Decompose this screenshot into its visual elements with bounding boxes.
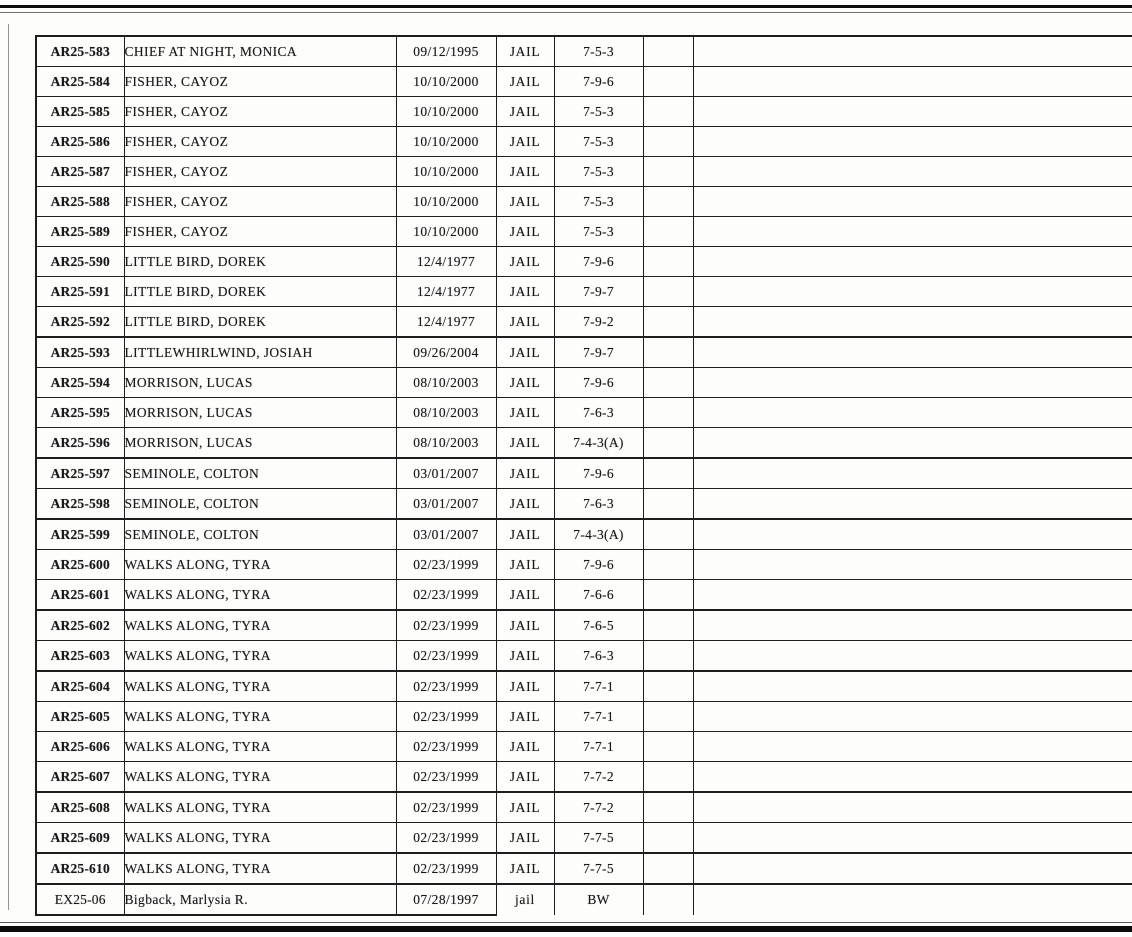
cell-record-id: AR25-588 (36, 187, 124, 217)
cell-date: 02/23/1999 (396, 792, 496, 823)
cell-location: JAIL (496, 732, 554, 762)
cell-name: MORRISON, LUCAS (124, 428, 396, 459)
cell-record-id: AR25-584 (36, 67, 124, 97)
cell-blank-wide (693, 458, 1132, 489)
cell-code: 7-6-3 (554, 641, 643, 672)
cell-blank-narrow (643, 489, 693, 520)
cell-name: FISHER, CAYOZ (124, 217, 396, 247)
cell-blank-wide (693, 217, 1132, 247)
cell-record-id: AR25-601 (36, 580, 124, 611)
cell-code: 7-9-7 (554, 337, 643, 368)
cell-date: 12/4/1977 (396, 247, 496, 277)
cell-location: JAIL (496, 247, 554, 277)
cell-blank-wide (693, 337, 1132, 368)
cell-date: 02/23/1999 (396, 823, 496, 854)
cell-blank-narrow (643, 217, 693, 247)
cell-record-id: AR25-606 (36, 732, 124, 762)
cell-code: 7-7-2 (554, 792, 643, 823)
cell-record-id: AR25-587 (36, 157, 124, 187)
cell-blank-narrow (643, 671, 693, 702)
cell-record-id: AR25-593 (36, 337, 124, 368)
cell-record-id: AR25-600 (36, 550, 124, 580)
cell-date: 02/23/1999 (396, 853, 496, 884)
cell-location: JAIL (496, 671, 554, 702)
cell-name: CHIEF AT NIGHT, MONICA (124, 36, 396, 67)
cell-name: WALKS ALONG, TYRA (124, 823, 396, 854)
table-row (36, 884, 1132, 915)
cell-blank-narrow (643, 277, 693, 307)
cell-blank-wide (693, 307, 1132, 338)
table-row (36, 247, 1132, 277)
cell-location: JAIL (496, 127, 554, 157)
table-row (36, 489, 1132, 520)
cell-location: JAIL (496, 702, 554, 732)
cell-date: 02/23/1999 (396, 702, 496, 732)
cell-location: JAIL (496, 489, 554, 520)
cell-blank-wide (693, 428, 1132, 459)
cell-location: JAIL (496, 368, 554, 398)
cell-record-id: AR25-596 (36, 428, 124, 459)
cell-blank-wide (693, 550, 1132, 580)
cell-record-id: AR25-598 (36, 489, 124, 520)
cell-location: JAIL (496, 157, 554, 187)
cell-record-id: AR25-603 (36, 641, 124, 672)
cell-location: JAIL (496, 458, 554, 489)
cell-location: JAIL (496, 519, 554, 550)
cell-blank-narrow (643, 792, 693, 823)
cell-date: 10/10/2000 (396, 127, 496, 157)
cell-code: 7-7-5 (554, 823, 643, 854)
page-top-rule-thin (0, 12, 1132, 13)
table-row (36, 762, 1132, 793)
cell-name: Bigback, Marlysia R. (124, 884, 396, 915)
cell-code: 7-6-6 (554, 580, 643, 611)
cell-location: JAIL (496, 36, 554, 67)
cell-name: WALKS ALONG, TYRA (124, 610, 396, 641)
cell-blank-wide (693, 157, 1132, 187)
table-row (36, 732, 1132, 762)
cell-date: 09/12/1995 (396, 36, 496, 67)
table-row (36, 36, 1132, 67)
cell-name: WALKS ALONG, TYRA (124, 702, 396, 732)
cell-blank-wide (693, 277, 1132, 307)
cell-record-id: AR25-591 (36, 277, 124, 307)
cell-name: FISHER, CAYOZ (124, 157, 396, 187)
cell-date: 10/10/2000 (396, 217, 496, 247)
page-left-edge-line (8, 24, 9, 910)
cell-record-id: AR25-599 (36, 519, 124, 550)
cell-name: WALKS ALONG, TYRA (124, 762, 396, 793)
cell-date: 03/01/2007 (396, 519, 496, 550)
cell-record-id: AR25-592 (36, 307, 124, 338)
table-row (36, 187, 1132, 217)
cell-blank-narrow (643, 884, 693, 915)
cell-record-id: AR25-594 (36, 368, 124, 398)
table-row (36, 853, 1132, 884)
cell-code: 7-7-1 (554, 671, 643, 702)
cell-blank-narrow (643, 307, 693, 338)
cell-blank-narrow (643, 762, 693, 793)
cell-record-id: EX25-06 (36, 884, 124, 915)
cell-blank-wide (693, 97, 1132, 127)
cell-location: JAIL (496, 187, 554, 217)
cell-blank-narrow (643, 36, 693, 67)
cell-blank-wide (693, 187, 1132, 217)
cell-date: 10/10/2000 (396, 157, 496, 187)
table-row (36, 217, 1132, 247)
cell-name: WALKS ALONG, TYRA (124, 853, 396, 884)
cell-name: LITTLEWHIRLWIND, JOSIAH (124, 337, 396, 368)
cell-location: JAIL (496, 792, 554, 823)
cell-date: 08/10/2003 (396, 398, 496, 428)
cell-blank-wide (693, 823, 1132, 854)
cell-blank-wide (693, 519, 1132, 550)
cell-name: SEMINOLE, COLTON (124, 489, 396, 520)
table-row (36, 337, 1132, 368)
cell-location: JAIL (496, 67, 554, 97)
cell-blank-wide (693, 792, 1132, 823)
table-row (36, 641, 1132, 672)
cell-code: 7-5-3 (554, 187, 643, 217)
cell-name: WALKS ALONG, TYRA (124, 580, 396, 611)
cell-record-id: AR25-589 (36, 217, 124, 247)
cell-date: 08/10/2003 (396, 368, 496, 398)
table-row (36, 398, 1132, 428)
cell-location: JAIL (496, 337, 554, 368)
page-bottom-rule-thick (0, 926, 1132, 932)
cell-code: BW (554, 884, 643, 915)
cell-name: LITTLE BIRD, DOREK (124, 247, 396, 277)
cell-code: 7-6-3 (554, 489, 643, 520)
cell-blank-narrow (643, 127, 693, 157)
cell-blank-narrow (643, 610, 693, 641)
cell-blank-narrow (643, 157, 693, 187)
cell-blank-wide (693, 641, 1132, 672)
table-row (36, 428, 1132, 459)
cell-blank-narrow (643, 428, 693, 459)
cell-location: JAIL (496, 641, 554, 672)
cell-record-id: AR25-605 (36, 702, 124, 732)
cell-location: JAIL (496, 217, 554, 247)
cell-name: WALKS ALONG, TYRA (124, 550, 396, 580)
cell-date: 08/10/2003 (396, 428, 496, 459)
cell-location: JAIL (496, 762, 554, 793)
cell-blank-narrow (643, 550, 693, 580)
cell-location: JAIL (496, 97, 554, 127)
cell-record-id: AR25-595 (36, 398, 124, 428)
table-row (36, 458, 1132, 489)
cell-code: 7-5-3 (554, 127, 643, 157)
table-row (36, 610, 1132, 641)
cell-name: MORRISON, LUCAS (124, 368, 396, 398)
cell-code: 7-7-1 (554, 702, 643, 732)
cell-location: JAIL (496, 398, 554, 428)
table-row (36, 702, 1132, 732)
cell-blank-narrow (643, 823, 693, 854)
cell-date: 02/23/1999 (396, 732, 496, 762)
cell-name: LITTLE BIRD, DOREK (124, 307, 396, 338)
cell-code: 7-7-2 (554, 762, 643, 793)
table-row (36, 519, 1132, 550)
cell-name: WALKS ALONG, TYRA (124, 792, 396, 823)
cell-code: 7-9-7 (554, 277, 643, 307)
cell-date: 10/10/2000 (396, 67, 496, 97)
cell-code: 7-4-3(A) (554, 428, 643, 459)
cell-blank-wide (693, 127, 1132, 157)
cell-blank-wide (693, 36, 1132, 67)
cell-code: 7-9-6 (554, 247, 643, 277)
cell-date: 03/01/2007 (396, 458, 496, 489)
cell-blank-wide (693, 702, 1132, 732)
cell-date: 12/4/1977 (396, 307, 496, 338)
cell-date: 02/23/1999 (396, 610, 496, 641)
cell-record-id: AR25-597 (36, 458, 124, 489)
cell-blank-narrow (643, 853, 693, 884)
cell-code: 7-7-1 (554, 732, 643, 762)
cell-date: 12/4/1977 (396, 277, 496, 307)
cell-code: 7-5-3 (554, 36, 643, 67)
table-row (36, 580, 1132, 611)
cell-blank-narrow (643, 641, 693, 672)
cell-location: JAIL (496, 428, 554, 459)
cell-location: JAIL (496, 550, 554, 580)
cell-code: 7-5-3 (554, 217, 643, 247)
cell-name: FISHER, CAYOZ (124, 67, 396, 97)
cell-record-id: AR25-610 (36, 853, 124, 884)
cell-code: 7-9-6 (554, 458, 643, 489)
cell-location: JAIL (496, 307, 554, 338)
table-row (36, 368, 1132, 398)
cell-blank-wide (693, 853, 1132, 884)
cell-date: 09/26/2004 (396, 337, 496, 368)
page-top-rule-thick (0, 5, 1132, 8)
cell-name: WALKS ALONG, TYRA (124, 641, 396, 672)
table-row (36, 307, 1132, 338)
cell-blank-wide (693, 580, 1132, 611)
cell-name: LITTLE BIRD, DOREK (124, 277, 396, 307)
cell-location: JAIL (496, 853, 554, 884)
cell-name: FISHER, CAYOZ (124, 187, 396, 217)
cell-record-id: AR25-590 (36, 247, 124, 277)
cell-blank-wide (693, 398, 1132, 428)
cell-name: SEMINOLE, COLTON (124, 519, 396, 550)
cell-date: 07/28/1997 (396, 884, 496, 915)
cell-location: JAIL (496, 823, 554, 854)
cell-location: JAIL (496, 580, 554, 611)
table-row (36, 823, 1132, 854)
cell-name: MORRISON, LUCAS (124, 398, 396, 428)
cell-name: WALKS ALONG, TYRA (124, 671, 396, 702)
arrest-log-body (36, 36, 1132, 915)
cell-record-id: AR25-602 (36, 610, 124, 641)
cell-code: 7-5-3 (554, 157, 643, 187)
cell-date: 10/10/2000 (396, 187, 496, 217)
cell-record-id: AR25-604 (36, 671, 124, 702)
cell-date: 02/23/1999 (396, 580, 496, 611)
table-row (36, 792, 1132, 823)
cell-name: WALKS ALONG, TYRA (124, 732, 396, 762)
cell-location: JAIL (496, 610, 554, 641)
cell-blank-narrow (643, 580, 693, 611)
table-row (36, 550, 1132, 580)
cell-code: 7-9-6 (554, 67, 643, 97)
cell-record-id: AR25-608 (36, 792, 124, 823)
cell-name: FISHER, CAYOZ (124, 127, 396, 157)
table-row (36, 67, 1132, 97)
page-bottom-rule-thin (0, 922, 1132, 923)
cell-blank-narrow (643, 67, 693, 97)
cell-code: 7-5-3 (554, 97, 643, 127)
cell-blank-narrow (643, 702, 693, 732)
arrest-log-table (35, 35, 1132, 916)
cell-name: FISHER, CAYOZ (124, 97, 396, 127)
cell-blank-narrow (643, 732, 693, 762)
table-row (36, 277, 1132, 307)
cell-code: 7-6-3 (554, 398, 643, 428)
cell-name: SEMINOLE, COLTON (124, 458, 396, 489)
cell-record-id: AR25-583 (36, 36, 124, 67)
table-row (36, 127, 1132, 157)
cell-blank-wide (693, 247, 1132, 277)
cell-code: 7-9-2 (554, 307, 643, 338)
cell-code: 7-6-5 (554, 610, 643, 641)
cell-location: JAIL (496, 277, 554, 307)
cell-code: 7-9-6 (554, 368, 643, 398)
cell-blank-wide (693, 610, 1132, 641)
cell-blank-narrow (643, 398, 693, 428)
cell-blank-narrow (643, 368, 693, 398)
cell-blank-narrow (643, 247, 693, 277)
table-row (36, 157, 1132, 187)
cell-blank-wide (693, 67, 1132, 97)
cell-code: 7-4-3(A) (554, 519, 643, 550)
cell-date: 02/23/1999 (396, 671, 496, 702)
cell-blank-wide (693, 884, 1132, 915)
cell-location: jail (496, 884, 554, 915)
cell-record-id: AR25-585 (36, 97, 124, 127)
cell-record-id: AR25-586 (36, 127, 124, 157)
cell-blank-narrow (643, 458, 693, 489)
cell-date: 02/23/1999 (396, 762, 496, 793)
cell-blank-wide (693, 671, 1132, 702)
cell-record-id: AR25-609 (36, 823, 124, 854)
table-row (36, 97, 1132, 127)
cell-date: 02/23/1999 (396, 641, 496, 672)
cell-date: 10/10/2000 (396, 97, 496, 127)
cell-blank-wide (693, 762, 1132, 793)
cell-code: 7-7-5 (554, 853, 643, 884)
cell-blank-narrow (643, 337, 693, 368)
cell-blank-wide (693, 489, 1132, 520)
cell-blank-wide (693, 368, 1132, 398)
cell-code: 7-9-6 (554, 550, 643, 580)
cell-blank-wide (693, 732, 1132, 762)
cell-record-id: AR25-607 (36, 762, 124, 793)
cell-blank-narrow (643, 97, 693, 127)
cell-blank-narrow (643, 519, 693, 550)
cell-date: 03/01/2007 (396, 489, 496, 520)
table-row (36, 671, 1132, 702)
cell-blank-narrow (643, 187, 693, 217)
cell-date: 02/23/1999 (396, 550, 496, 580)
